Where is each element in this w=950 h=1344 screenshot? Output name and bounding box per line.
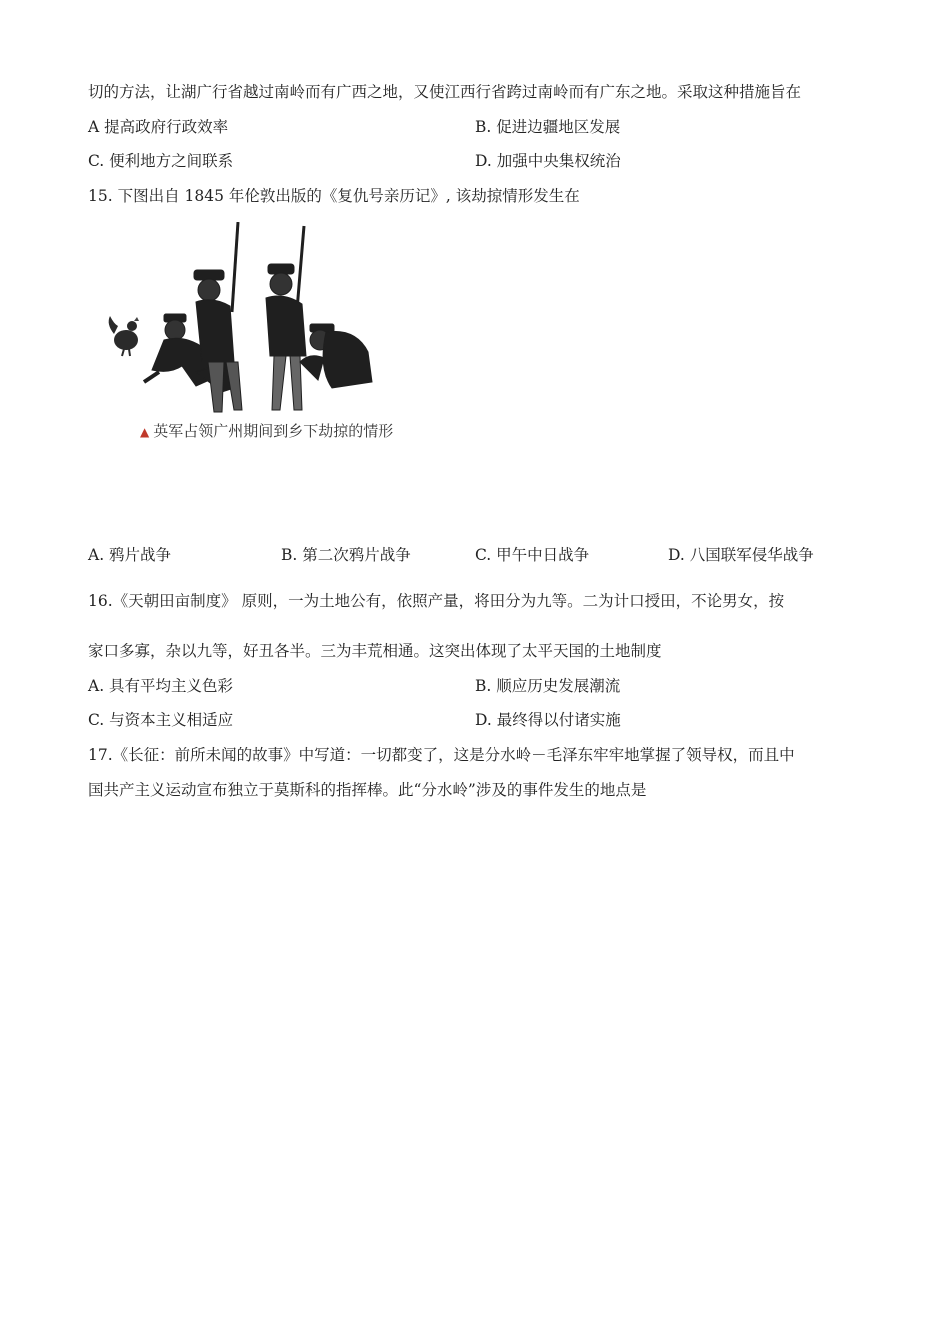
q14-stem-tail: 切的方法，让湖广行省越过南岭而有广西之地，又使江西行省跨过南岭而有广东之地。采取这种措施旨在 [88,83,802,101]
q15-stem: 15. 下图出自 1845 年伦敦出版的《复仇号亲历记》, 该劫掠情形发生在 [88,187,580,205]
rooster-icon [109,316,139,356]
q16-stem-line2: 家口多寡，杂以九等，好丑各半。三为丰荒相通。这突出体现了太平天国的土地制度 [88,642,662,660]
caption-text: 英军占领广州期间到乡下劫掠的情形 [153,422,394,440]
q15-option-c[interactable]: C. 甲午中日战争 [475,546,590,564]
q14-option-a[interactable]: A 提高政府行政效率 [88,118,229,136]
q14-option-c[interactable]: C. 便利地方之间联系 [88,152,234,170]
q16-option-a[interactable]: A. 具有平均主义色彩 [88,677,234,695]
q16-option-d[interactable]: D. 最终得以付诸实施 [475,711,621,729]
q15-option-a[interactable]: A. 鸦片战争 [88,546,172,564]
q16-option-b[interactable]: B. 顺应历史发展潮流 [475,677,621,695]
standing-soldier-2 [266,226,306,410]
q15-option-b[interactable]: B. 第二次鸦片战争 [281,546,411,564]
q14-option-b[interactable]: B. 促进边疆地区发展 [475,118,621,136]
kneeling-villager [300,324,372,388]
q17-stem-line2: 国共产主义运动宣布独立于莫斯科的指挥棒。此“分水岭”涉及的事件发生的地点是 [88,781,647,799]
soldiers-drawing [104,222,394,422]
q16-stem-line1: 16.《天朝田亩制度》 原则，一为土地公有，依照产量，将田分为九等。二为计口授田，不论男女，按 [88,592,785,610]
q14-option-d[interactable]: D. 加强中央集权统治 [475,152,621,170]
q16-option-c[interactable]: C. 与资本主义相适应 [88,711,234,729]
triangle-marker-icon: ▲ [140,425,150,439]
q17-stem-line1: 17.《长征：前所未闻的故事》中写道：一切都变了，这是分水岭－毛泽东牢牢地掌握了领导权，而且中 [88,746,795,764]
q15-option-d[interactable]: D. 八国联军侵华战争 [668,546,814,564]
figure-caption [140,420,410,443]
